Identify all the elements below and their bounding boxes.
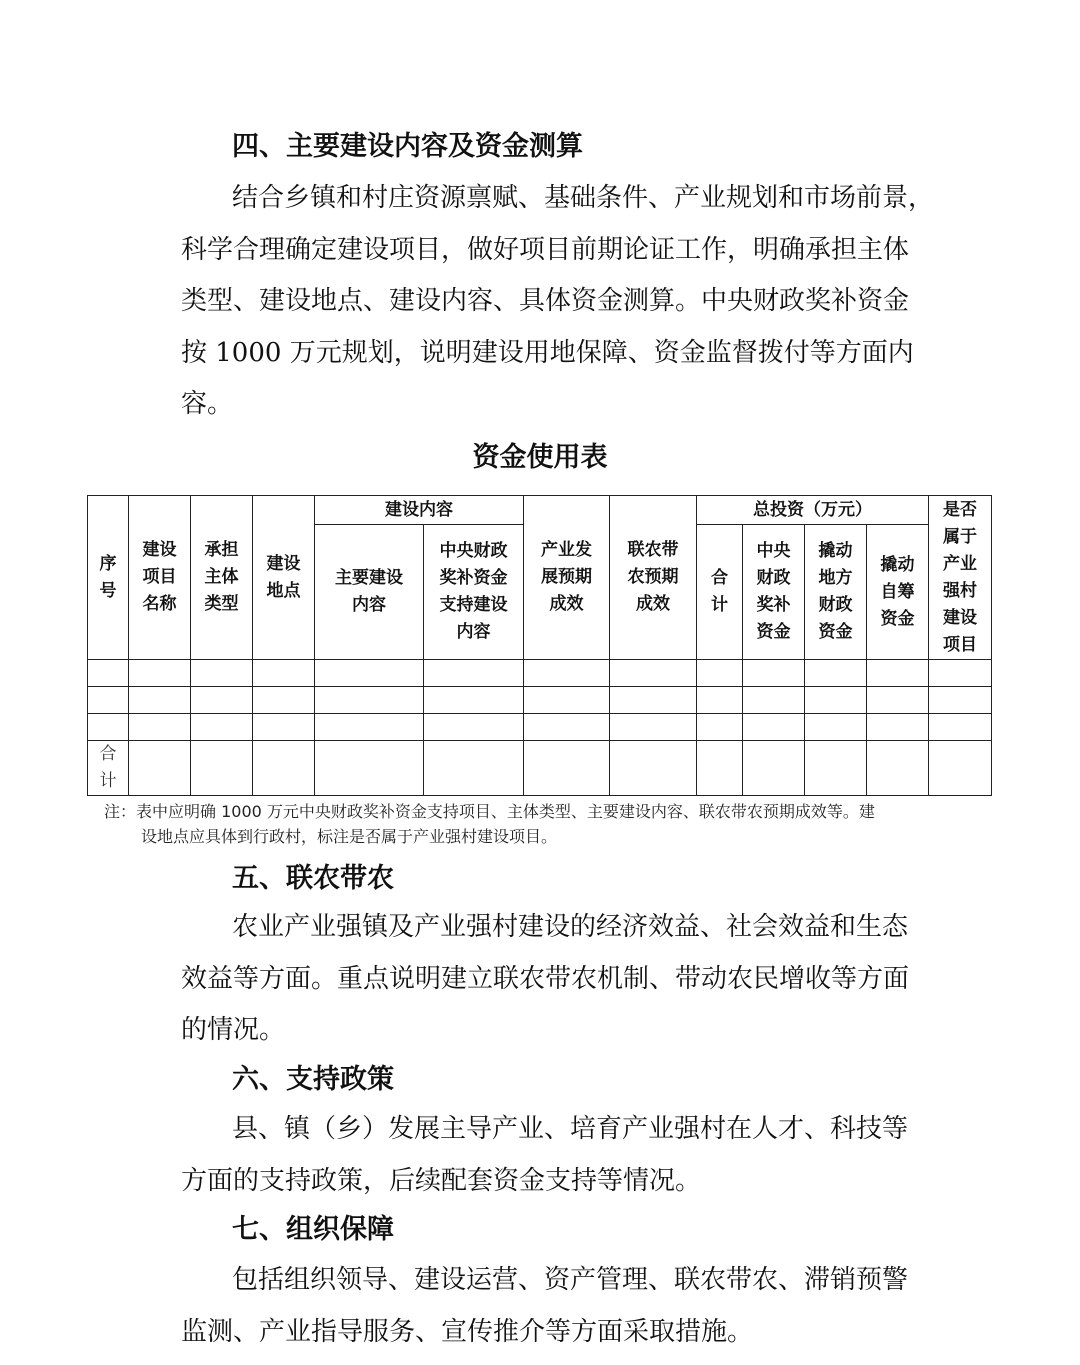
table-cell	[129, 714, 191, 741]
section5-line: 农业产业强镇及产业强村建设的经济效益、社会效益和生态	[232, 912, 909, 942]
table-cell	[743, 687, 805, 714]
table-cell	[315, 741, 424, 796]
col-header-central-content: 中央财政 奖补资金 支持建设 内容	[424, 525, 524, 660]
table-note	[104, 799, 984, 849]
table-cell	[88, 687, 129, 714]
col-header-central-fund: 中央 财政 奖补 资金	[743, 525, 805, 660]
col-header-self-fund: 撬动 自筹 资金	[867, 525, 929, 660]
table-cell	[610, 687, 697, 714]
table-cell	[88, 660, 129, 687]
col-header-main-content: 主要建设 内容	[315, 525, 424, 660]
section6-body	[181, 1104, 909, 1207]
table-cell	[743, 714, 805, 741]
table-cell	[191, 687, 253, 714]
table-cell	[697, 741, 743, 796]
table-cell	[867, 714, 929, 741]
table-cell	[610, 741, 697, 796]
table-row	[88, 687, 992, 714]
col-header-seq: 序 号	[88, 496, 129, 660]
col-header-subtotal: 合 计	[697, 525, 743, 660]
table-cell	[867, 687, 929, 714]
table-cell	[129, 660, 191, 687]
section4-line: 结合乡镇和村庄资源禀赋、基础条件、产业规划和市场前景，	[232, 183, 935, 213]
table-note-line: 注：表中应明确 1000 万元中央财政奖补资金支持项目、主体类型、主要建设内容、联农带农预期成效等。建	[104, 802, 875, 821]
table-cell	[929, 660, 992, 687]
section5-line: 的情况。	[181, 1015, 286, 1045]
table-cell	[697, 714, 743, 741]
section6-title: 六、支持政策	[232, 1064, 394, 1095]
col-header-entity-type: 承担 主体 类型	[191, 496, 253, 660]
col-header-location: 建设 地点	[253, 496, 315, 660]
section7-line: 包括组织领导、建设运营、资产管理、联农带农、滞销预警	[232, 1265, 909, 1295]
table-cell	[191, 714, 253, 741]
table-cell	[805, 741, 867, 796]
table-cell	[610, 660, 697, 687]
section4-title: 四、主要建设内容及资金测算	[232, 131, 583, 162]
table-cell	[424, 660, 524, 687]
table-cell	[929, 687, 992, 714]
table-cell	[805, 687, 867, 714]
table-cell	[191, 660, 253, 687]
table-cell	[424, 687, 524, 714]
table-cell	[524, 741, 610, 796]
table-cell	[315, 714, 424, 741]
table-cell	[805, 660, 867, 687]
section6-line: 县、镇（乡）发展主导产业、培育产业强村在人才、科技等	[232, 1114, 909, 1144]
col-header-local-fund: 撬动 地方 财政 资金	[805, 525, 867, 660]
table-cell	[253, 660, 315, 687]
section4-line: 容。	[181, 389, 234, 419]
fund-usage-table	[87, 495, 992, 796]
table-cell	[743, 660, 805, 687]
section4-line: 按 1000 万元规划，说明建设用地保障、资金监督拨付等方面内	[181, 337, 914, 368]
table-cell	[867, 741, 929, 796]
table-cell	[743, 741, 805, 796]
section6-line: 方面的支持政策，后续配套资金支持等情况。	[181, 1165, 702, 1196]
group-header-construction-content: 建设内容	[315, 496, 524, 525]
group-header-total-investment: 总投资（万元）	[697, 496, 929, 525]
table-note-line: 设地点应具体到行政村，标注是否属于产业强村建设项目。	[141, 827, 558, 846]
table-header-row	[88, 496, 992, 525]
col-header-project-name: 建设 项目 名称	[129, 496, 191, 660]
table-cell	[315, 660, 424, 687]
table-cell	[253, 741, 315, 796]
col-header-industry-effect: 产业发 展预期 成效	[524, 496, 610, 660]
table-row	[88, 660, 992, 687]
table-cell	[867, 660, 929, 687]
section5-line: 效益等方面。重点说明建立联农带农机制、带动农民增收等方面	[181, 963, 910, 994]
section5-body	[181, 902, 910, 1057]
table-cell	[929, 741, 992, 796]
table-total-row	[88, 741, 992, 796]
section7-line: 监测、产业指导服务、宣传推介等方面采取措施。	[181, 1316, 754, 1347]
table-cell	[610, 714, 697, 741]
section4-line: 科学合理确定建设项目，做好项目前期论证工作，明确承担主体	[181, 234, 910, 265]
table-cell	[524, 660, 610, 687]
table-cell	[524, 714, 610, 741]
section5-title: 五、联农带农	[232, 863, 394, 894]
table-cell	[424, 714, 524, 741]
section4-body	[181, 173, 935, 431]
section7-body	[181, 1255, 909, 1358]
col-header-is-village-project: 是否 属于 产业 强村 建设 项目	[929, 496, 992, 660]
table-title: 资金使用表	[472, 442, 608, 473]
table-row	[88, 714, 992, 741]
table-cell	[424, 741, 524, 796]
table-cell	[88, 714, 129, 741]
table-cell	[191, 741, 253, 796]
table-cell	[253, 687, 315, 714]
table-cell	[315, 687, 424, 714]
table-cell	[805, 714, 867, 741]
table-cell	[129, 741, 191, 796]
table-cell	[524, 687, 610, 714]
table-cell	[253, 714, 315, 741]
section7-title: 七、组织保障	[232, 1214, 394, 1245]
table-cell	[697, 660, 743, 687]
table-cell	[129, 687, 191, 714]
section4-line: 类型、建设地点、建设内容、具体资金测算。中央财政奖补资金	[181, 286, 910, 316]
table-cell	[697, 687, 743, 714]
table-cell	[929, 714, 992, 741]
total-row-label: 合 计	[88, 741, 129, 796]
col-header-farmer-effect: 联农带 农预期 成效	[610, 496, 697, 660]
